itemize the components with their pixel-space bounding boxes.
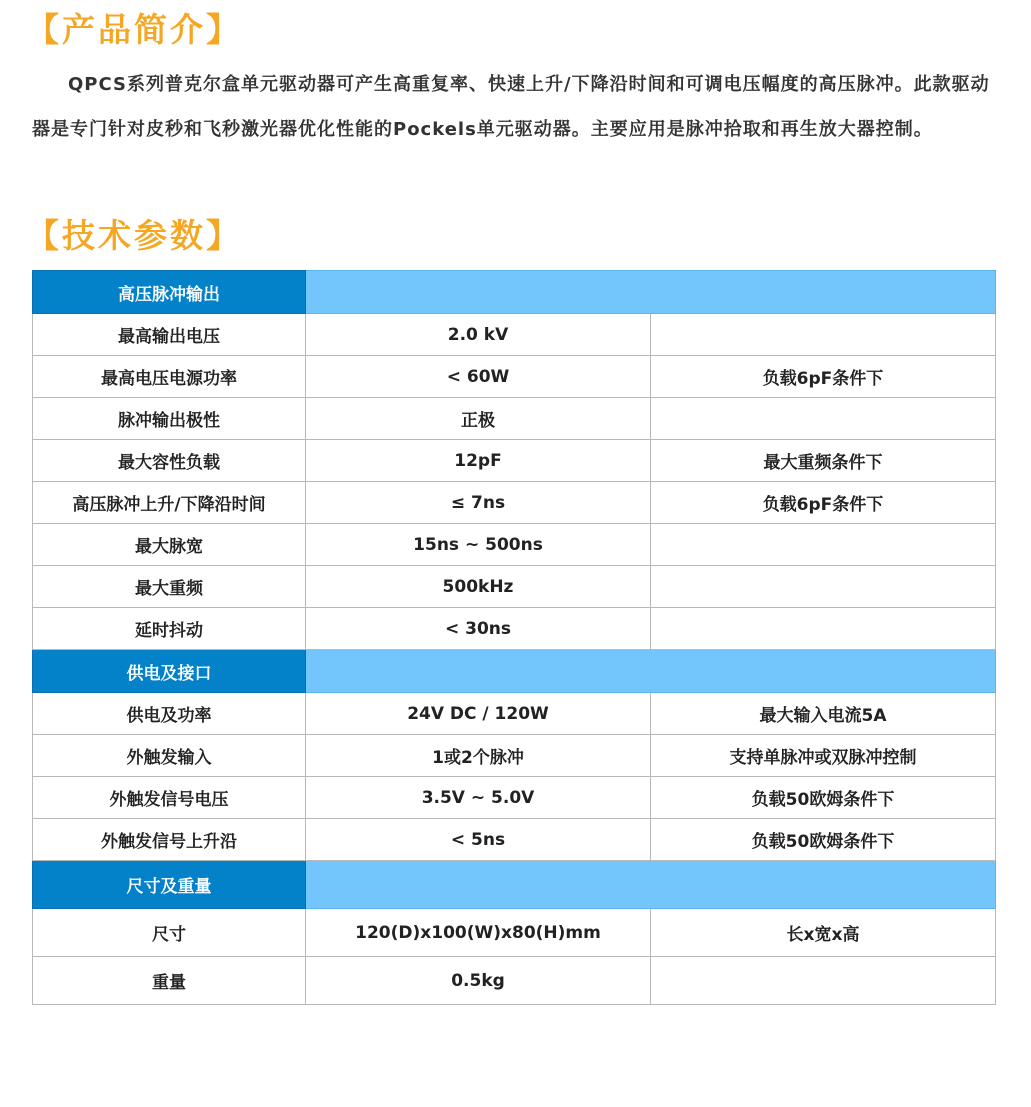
note-cell: [651, 398, 996, 440]
note-cell: 负载50欧姆条件下: [651, 777, 996, 819]
table-row: [33, 440, 996, 482]
value-cell: 15ns ~ 500ns: [306, 524, 651, 566]
table-row: [33, 356, 996, 398]
note-cell: 负载50欧姆条件下: [651, 819, 996, 861]
param-cell: 延时抖动: [33, 608, 306, 650]
table-row: [33, 735, 996, 777]
note-cell: [651, 957, 996, 1005]
param-cell: 最高电压电源功率: [33, 356, 306, 398]
group-header-row: [33, 861, 996, 909]
section-title-intro: 【产品简介】: [26, 10, 242, 49]
intro-paragraph: QPCS系列普克尔盒单元驱动器可产生高重复率、快速上升/下降沿时间和可调电压幅度的高压脉冲。此款驱动器是专门针对皮秒和飞秒激光器优化性能的Pockels单元驱动器。主要应用是脉冲拾取和再生放大器控制。: [32, 74, 990, 140]
table-row: [33, 524, 996, 566]
section-title-specs: 【技术参数】: [26, 216, 242, 255]
table-row: [33, 608, 996, 650]
group-header-fill: [306, 650, 996, 693]
note-cell: [651, 608, 996, 650]
note-cell: 负载6pF条件下: [651, 482, 996, 524]
group-header-label: 尺寸及重量: [33, 861, 306, 909]
group-header-row: [33, 650, 996, 693]
spec-table: [32, 270, 996, 1005]
param-cell: 最大容性负载: [33, 440, 306, 482]
param-cell: 供电及功率: [33, 693, 306, 735]
value-cell: 3.5V ~ 5.0V: [306, 777, 651, 819]
table-row: [33, 957, 996, 1005]
value-cell: < 30ns: [306, 608, 651, 650]
param-cell: 最大脉宽: [33, 524, 306, 566]
note-cell: 支持单脉冲或双脉冲控制: [651, 735, 996, 777]
param-cell: 脉冲输出极性: [33, 398, 306, 440]
table-row: [33, 566, 996, 608]
value-cell: 24V DC / 120W: [306, 693, 651, 735]
value-cell: < 60W: [306, 356, 651, 398]
value-cell: < 5ns: [306, 819, 651, 861]
param-cell: 重量: [33, 957, 306, 1005]
note-cell: 长x宽x高: [651, 909, 996, 957]
param-cell: 外触发输入: [33, 735, 306, 777]
param-cell: 最大重频: [33, 566, 306, 608]
table-row: [33, 777, 996, 819]
value-cell: 12pF: [306, 440, 651, 482]
note-cell: 负载6pF条件下: [651, 356, 996, 398]
param-cell: 外触发信号电压: [33, 777, 306, 819]
param-cell: 外触发信号上升沿: [33, 819, 306, 861]
table-row: [33, 314, 996, 356]
note-cell: 最大输入电流5A: [651, 693, 996, 735]
param-cell: 尺寸: [33, 909, 306, 957]
value-cell: 120(D)x100(W)x80(H)mm: [306, 909, 651, 957]
group-header-fill: [306, 861, 996, 909]
group-header-fill: [306, 271, 996, 314]
value-cell: 2.0 kV: [306, 314, 651, 356]
value-cell: 0.5kg: [306, 957, 651, 1005]
param-cell: 高压脉冲上升/下降沿时间: [33, 482, 306, 524]
group-header-label: 供电及接口: [33, 650, 306, 693]
param-cell: 最高输出电压: [33, 314, 306, 356]
group-header-row: [33, 271, 996, 314]
value-cell: 500kHz: [306, 566, 651, 608]
note-cell: [651, 566, 996, 608]
note-cell: 最大重频条件下: [651, 440, 996, 482]
table-row: [33, 398, 996, 440]
table-row: [33, 482, 996, 524]
note-cell: [651, 314, 996, 356]
table-row: [33, 819, 996, 861]
value-cell: 正极: [306, 398, 651, 440]
note-cell: [651, 524, 996, 566]
value-cell: 1或2个脉冲: [306, 735, 651, 777]
group-header-label: 高压脉冲输出: [33, 271, 306, 314]
value-cell: ≤ 7ns: [306, 482, 651, 524]
table-row: [33, 909, 996, 957]
table-row: [33, 693, 996, 735]
